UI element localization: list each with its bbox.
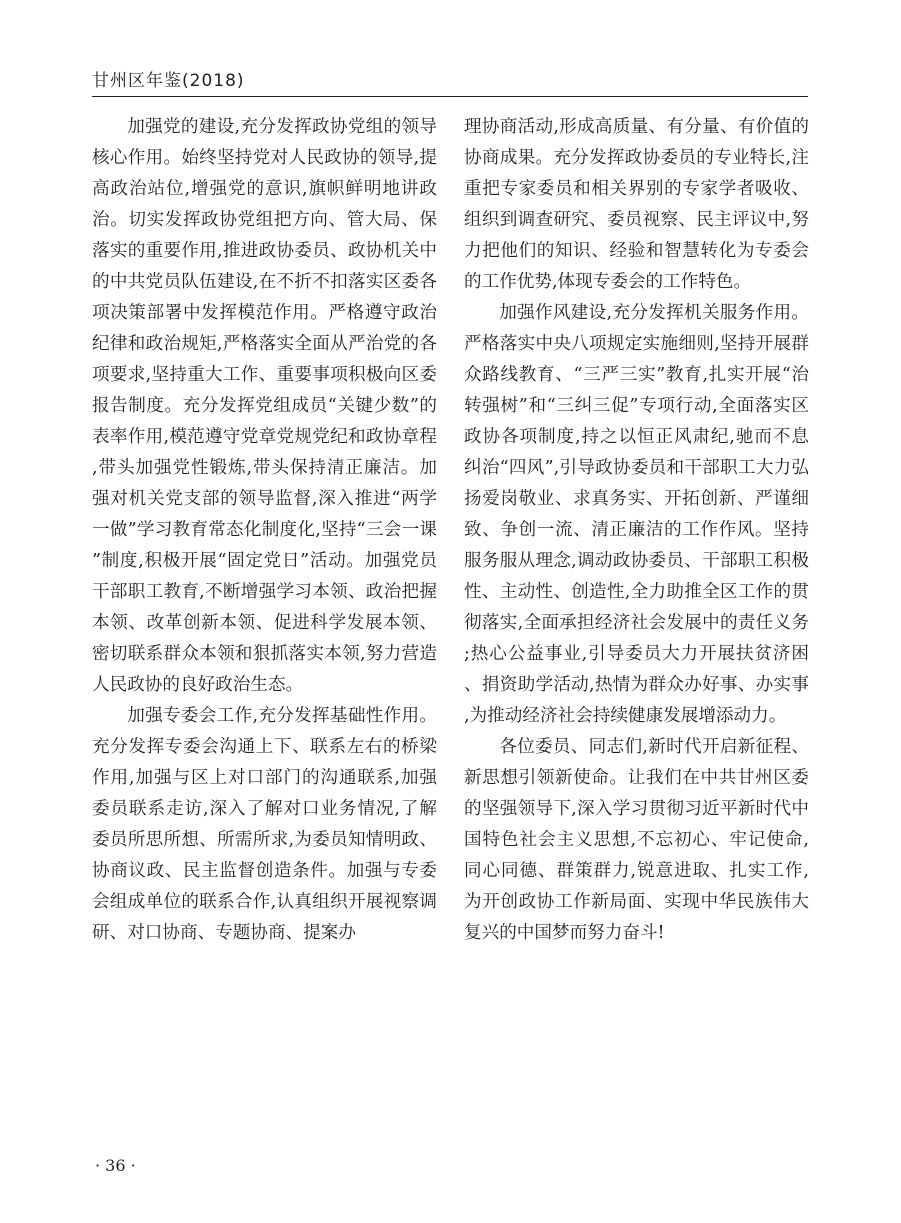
yearbook-title: 甘州区年鉴(2018) <box>92 71 245 91</box>
paragraph-work-style: 加强作风建设,充分发挥机关服务作用。严格落实中央八项规定实施细则,坚持开展群众路线教育、“三严三实”教育,扎实开展“治转强树”和“三纠三促”专项行动,全面落实区政协各项制度,持之以恒正风肃纪,驰而不息纠治“四风”,引导政协委员和干部职工大力弘扬爱岗敬业、求真务实、开拓创新、严谨细致、争创一流、清正廉洁的工作作风。坚持服务服从理念,调动政协委员、干部职工积极性、主动性、创造性,全力助推全区工作的贯彻落实,全面承担经济社会发展中的责任义务;热心公益事业,引导委员大力开展扶贫济困、捐资助学活动,热情为群众办好事、办实事,为推动经济社会持续健康发展增添动力。 <box>464 303 809 726</box>
paragraph-committee-work: 加强专委会工作,充分发挥基础性作用。充分发挥专委会沟通上下、联系左右的桥梁作用,加强与区上对口部门的沟通联系,加强委员联系走访,深入了解对口业务情况,了解委员所思所想、所需所求,为委员知情明政、协商议政、民主监督创造条件。加强与专委会组成单位的联系合作,认真组织开展视察调研、对口协商、专题协商、提案办 <box>92 706 437 943</box>
page-number: · 36 · <box>95 1156 136 1175</box>
left-column <box>92 112 437 949</box>
paragraph-closing-appeal: 各位委员、同志们,新时代开启新征程、新思想引领新使命。让我们在中共甘州区委的坚强领导下,深入学习贯彻习近平新时代中国特色社会主义思想,不忘初心、牢记使命,同心同德、群策群力,锐意进取、扎实工作,为开创政协工作新局面、实现中华民族伟大复兴的中国梦而努力奋斗! <box>464 737 809 943</box>
paragraph-party-building: 加强党的建设,充分发挥政协党组的领导核心作用。始终坚持党对人民政协的领导,提高政治站位,增强党的意识,旗帜鲜明地讲政治。切实发挥政协党组把方向、管大局、保落实的重要作用,推进政协委员、政协机关中的中共党员队伍建设,在不折不扣落实区委各项决策部署中发挥模范作用。严格遵守政治纪律和政治规矩,严格落实全面从严治党的各项要求,坚持重大工作、重要事项积极向区委报告制度。充分发挥党组成员“关键少数”的表率作用,模范遵守党章党规党纪和政协章程,带头加强党性锻炼,带头保持清正廉洁。加强对机关党支部的领导监督,深入推进“两学一做”学习教育常态化制度化,坚持“三会一课”制度,积极开展“固定党日”活动。加强党员干部职工教育,不断增强学习本领、政治把握本领、改革创新本领、促进科学发展本领、密切联系群众本领和狠抓落实本领,努力营造人民政协的良好政治生态。 <box>92 117 437 695</box>
paragraph-committee-work-continued: 理协商活动,形成高质量、有分量、有价值的协商成果。充分发挥政协委员的专业特长,注重把专家委员和相关界别的专家学者吸收、组织到调查研究、委员视察、民主评议中,努力把他们的知识、经验和智慧转化为专委会的工作优势,体现专委会的工作特色。 <box>464 117 809 292</box>
running-header <box>92 62 808 97</box>
right-column <box>464 112 809 949</box>
